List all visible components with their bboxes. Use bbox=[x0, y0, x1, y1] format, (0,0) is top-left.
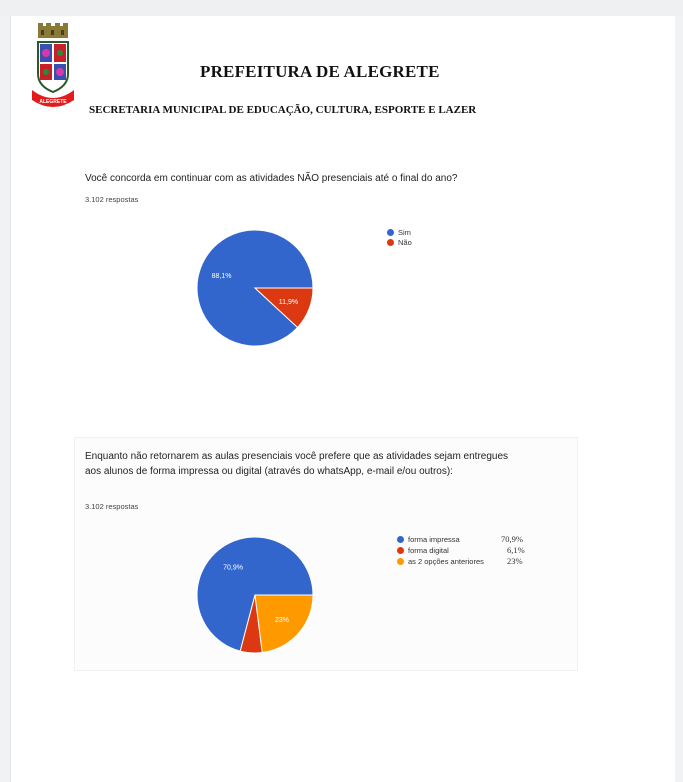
top-bar bbox=[0, 0, 683, 16]
legend-label: forma impressa bbox=[408, 535, 460, 544]
legend-1 bbox=[387, 227, 412, 247]
pie-chart-2 bbox=[190, 530, 320, 660]
legend-item-nao bbox=[387, 237, 412, 247]
question-2-title: Enquanto não retornarem as aulas presenciais você prefere que as atividades sejam entregues aos alunos de forma impressa ou digital (através do whatsApp, e-mail e/ou outros): bbox=[85, 451, 509, 477]
pie-label-1-1: 11,9% bbox=[278, 299, 299, 307]
pie-label-1-0: 88,1% bbox=[211, 272, 232, 280]
legend-value-forma-impressa: 70,9% bbox=[501, 534, 523, 544]
legend-value-forma-digital: 6,1% bbox=[507, 545, 525, 555]
legend-value-2-opcoes: 23% bbox=[507, 556, 523, 566]
scroll-gutter bbox=[675, 16, 683, 782]
legend-dot-icon bbox=[397, 536, 404, 543]
legend-dot-icon bbox=[387, 229, 394, 236]
legend-label: forma digital bbox=[408, 546, 449, 555]
legend-item-sim bbox=[387, 227, 412, 237]
legend-dot-icon bbox=[397, 558, 404, 565]
pie-chart-1 bbox=[190, 223, 320, 353]
page-title: PREFEITURA DE ALEGRETE bbox=[200, 62, 440, 81]
pie-label-2-0: 70,9% bbox=[223, 564, 243, 572]
legend-dot-icon bbox=[387, 239, 394, 246]
question-1-title: Você concorda em continuar com as atividades NÃO presenciais até o final do ano? bbox=[85, 173, 458, 184]
pie-label-2-2: 23% bbox=[274, 616, 289, 624]
legend-item-2-opcoes bbox=[397, 556, 508, 567]
city-crest-icon bbox=[30, 22, 76, 114]
legend-item-forma-digital bbox=[397, 545, 508, 556]
question-2-responses: 3.102 respostas bbox=[85, 502, 139, 511]
crest-ribbon-text: ALEGRETE bbox=[39, 99, 67, 105]
page-subtitle: SECRETARIA MUNICIPAL DE EDUCAÇÃO, CULTURA, ESPORTE E LAZER bbox=[89, 104, 477, 116]
question-1-responses: 3.102 respostas bbox=[85, 195, 139, 204]
legend-dot-icon bbox=[397, 547, 404, 554]
legend-label: Não bbox=[398, 237, 412, 247]
legend-2 bbox=[397, 534, 508, 567]
legend-label: Sim bbox=[398, 227, 411, 237]
legend-label: as 2 opções anteriores bbox=[408, 557, 484, 566]
legend-item-forma-impressa bbox=[397, 534, 508, 545]
